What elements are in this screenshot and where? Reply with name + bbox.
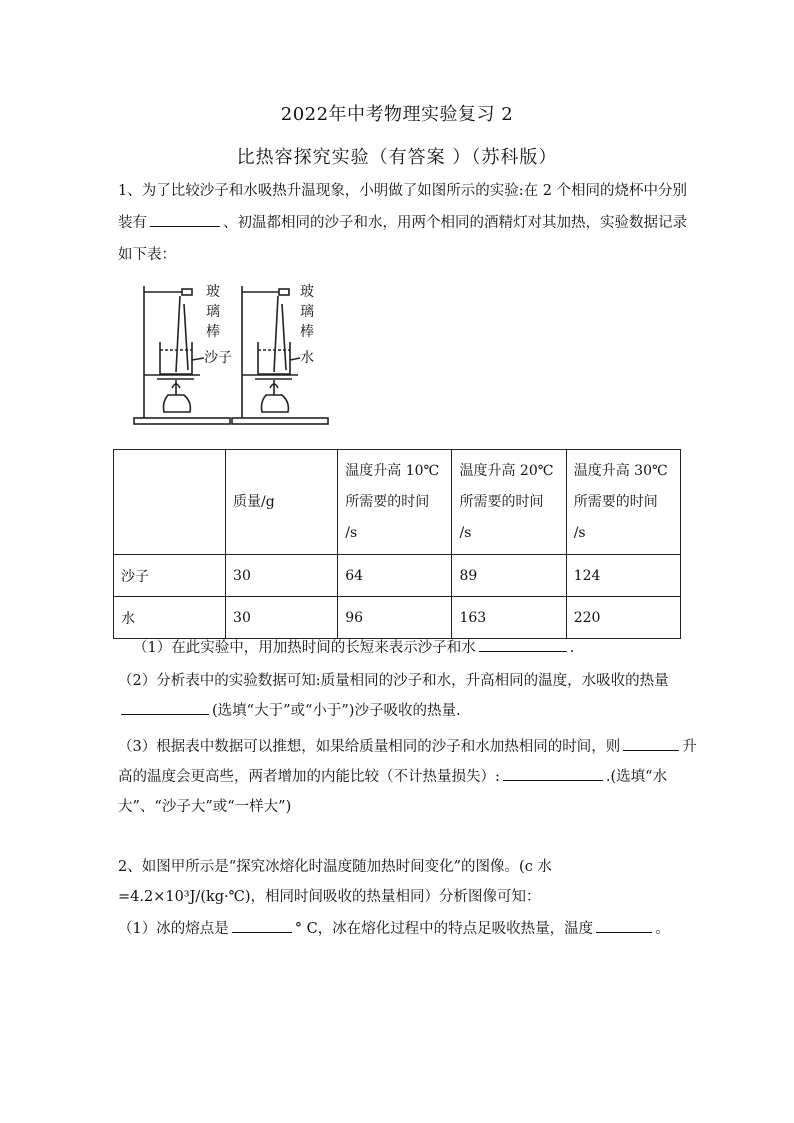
sub-1-text: （1）在此实验中，用加热时间的长短来表示沙子和水 bbox=[133, 640, 476, 656]
figure-label-left-3: 棒 bbox=[206, 324, 220, 340]
table-header-cell: 温度升高 10℃ 所需要的时间 /s bbox=[338, 450, 452, 555]
figure-label-right-2: 璃 bbox=[300, 304, 314, 320]
apparatus-figure bbox=[132, 280, 332, 430]
table-cell: 220 bbox=[566, 597, 680, 639]
figure-label-right-1: 玻 bbox=[300, 284, 314, 300]
question-1-sub-2 bbox=[118, 666, 698, 726]
answer-blank[interactable] bbox=[150, 208, 220, 227]
question-2-stem: 2、如图甲所示是“探究冰熔化时温度随加热时间变化”的图像。(c 水=4.2×10³J/(kg·℃)，相同时间吸收的热量相同）分析图像可知： bbox=[118, 859, 552, 905]
question-2-sub-1 bbox=[118, 914, 688, 944]
sub-3-text-b: 升高的温度会更高些，两者增加的内能比较（不计热量损失）: bbox=[118, 739, 697, 785]
question-1-sub-3 bbox=[118, 732, 698, 822]
question-1-stem-part-b: 、初温都相同的沙子和水，用两个相同的酒精灯对其加热，实验数据记录如下表： bbox=[118, 215, 687, 263]
figure-label-left-2: 璃 bbox=[206, 304, 220, 320]
sub-3-text-c: .(选填“水大”、“沙子大”或“一样大”) bbox=[118, 769, 668, 815]
q2-sub-1-text-a: （1）冰的熔点是 bbox=[118, 921, 229, 937]
table-header-cell bbox=[114, 450, 226, 555]
table-cell: 124 bbox=[566, 555, 680, 597]
sub-1-end: . bbox=[569, 640, 575, 656]
question-1-stem bbox=[118, 175, 688, 271]
figure-label-sand: 沙子 bbox=[204, 350, 232, 366]
table-header-row bbox=[114, 450, 681, 555]
table-cell: 沙子 bbox=[114, 555, 226, 597]
figure-label-left-1: 玻 bbox=[206, 284, 220, 300]
q2-sub-1-text-c: 。 bbox=[655, 921, 670, 937]
sub-2-text-a: （2）分析表中的实验数据可知:质量相同的沙子和水，升高相同的温度，水吸收的热量 bbox=[118, 673, 669, 689]
table-cell: 163 bbox=[452, 597, 566, 639]
data-table bbox=[113, 449, 681, 639]
answer-blank[interactable] bbox=[232, 914, 292, 933]
table-cell: 30 bbox=[226, 597, 338, 639]
table-cell: 64 bbox=[338, 555, 452, 597]
table-header-cell: 质量/g bbox=[226, 450, 338, 555]
sub-2-text-b: (选填“大于”或“小于”)沙子吸收的热量. bbox=[212, 703, 461, 719]
question-1-stem-part-a: 1、为了比较沙子和水吸热升温现象，小明做了如图所示的实验:在 2 个相同的烧杯中分别装有 bbox=[118, 183, 688, 231]
answer-blank[interactable] bbox=[623, 732, 679, 751]
table-cell: 89 bbox=[452, 555, 566, 597]
table-header-cell: 温度升高 20℃ 所需要的时间 /s bbox=[452, 450, 566, 555]
answer-blank[interactable] bbox=[503, 762, 603, 781]
document-subtitle: 比热容探究实验（有答案 ）（苏科版） bbox=[236, 147, 558, 168]
figure-label-right-3: 棒 bbox=[300, 324, 314, 340]
table-cell: 96 bbox=[338, 597, 452, 639]
answer-blank[interactable] bbox=[121, 696, 209, 715]
sub-3-text-a: （3）根据表中数据可以推想，如果给质量相同的沙子和水加热相同的时间，则 bbox=[118, 739, 621, 755]
q2-sub-1-text-b: ° C，冰在熔化过程中的特点足吸收热量，温度 bbox=[294, 921, 594, 937]
answer-blank[interactable] bbox=[596, 914, 652, 933]
question-1-sub-1 bbox=[133, 633, 713, 663]
document-title: 2022年中考物理实验复习 2 bbox=[280, 104, 514, 125]
table-header-cell: 温度升高 30℃ 所需要的时间 /s bbox=[566, 450, 680, 555]
table-cell: 30 bbox=[226, 555, 338, 597]
answer-blank[interactable] bbox=[479, 633, 567, 652]
table-cell: 水 bbox=[114, 597, 226, 639]
table-row bbox=[114, 555, 681, 597]
figure-label-water: 水 bbox=[300, 350, 314, 366]
